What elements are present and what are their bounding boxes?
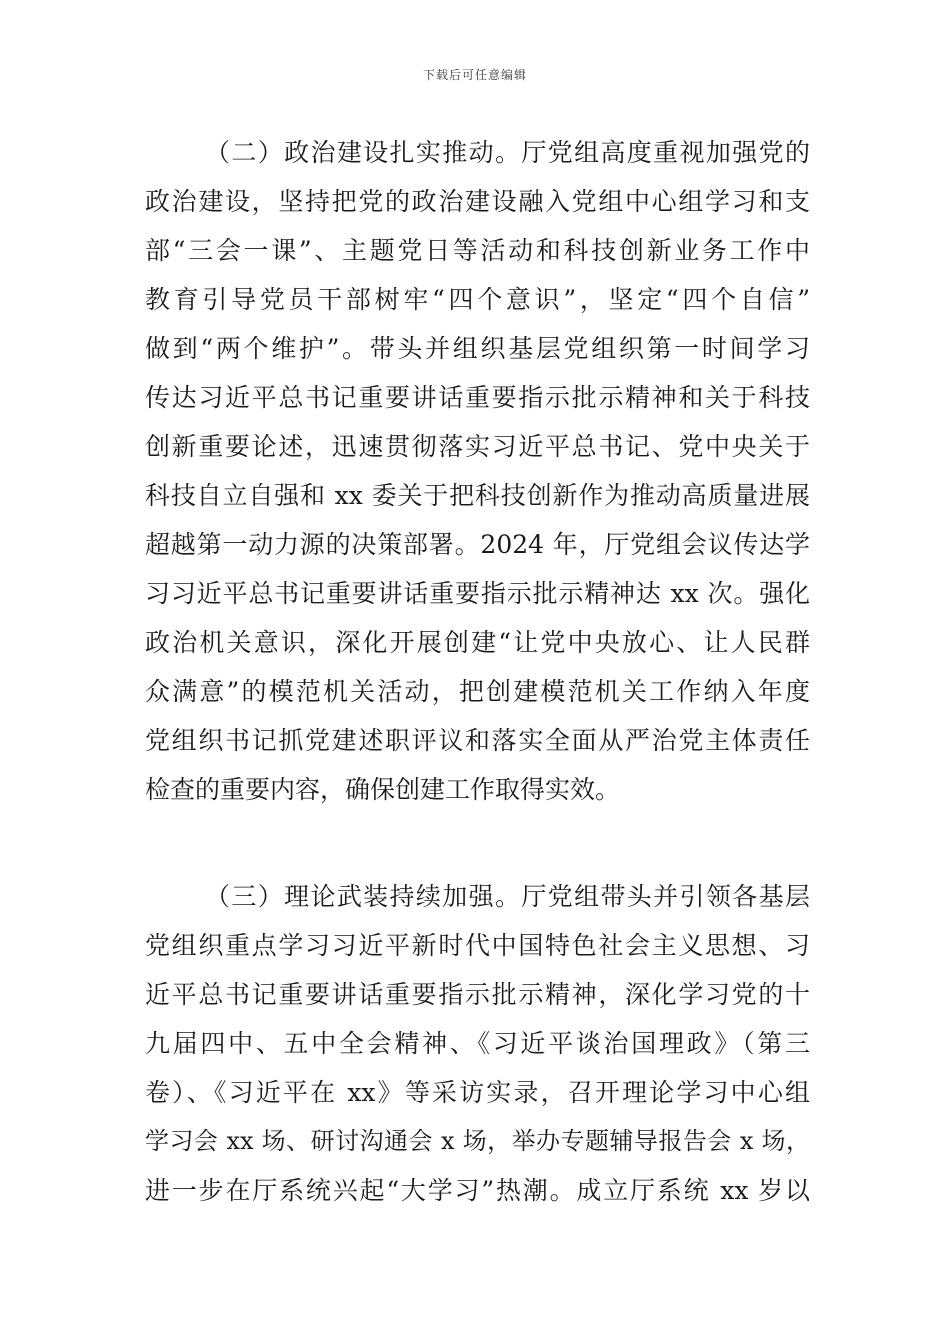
- paragraph-line: 众满意”的模范机关活动，把创建模范机关工作纳入年度: [145, 677, 810, 706]
- paragraph-line: 检查的重要内容，确保创建工作取得实效。: [145, 775, 621, 804]
- paragraph-line: 创新重要论述，迅速贯彻落实习近平总书记、党中央关于: [145, 432, 810, 461]
- paragraph-line: 部“三会一课”、主题党日等活动和科技创新业务工作中: [145, 236, 810, 265]
- paragraph-line: （三）理论武装持续加强。厅党组带头并引领各基层: [205, 882, 810, 911]
- paragraph-line: 政治建设，坚持把党的政治建设融入党组中心组学习和支: [145, 187, 810, 216]
- paragraph-line: 政治机关意识，深化开展创建“让党中央放心、让人民群: [145, 628, 810, 657]
- paragraph-line: 卷）、《习近平在 xx》等采访实录，召开理论学习中心组: [145, 1078, 810, 1107]
- paragraph-line: 近平总书记重要讲话重要指示批示精神，深化学习党的十: [145, 980, 810, 1009]
- paragraph-line: （二）政治建设扎实推动。厅党组高度重视加强党的: [205, 138, 810, 167]
- paragraph-line: 党组织书记抓党建述职评议和落实全面从严治党主体责任: [145, 726, 810, 755]
- page-header: 下载后可任意编辑: [422, 68, 527, 82]
- paragraph-line: 超越第一动力源的决策部署。2024 年，厅党组会议传达学: [145, 530, 810, 559]
- paragraph-political-construction: [145, 128, 810, 814]
- paragraph-line: 进一步在厅系统兴起“大学习”热潮。成立厅系统 xx 岁以: [145, 1176, 810, 1205]
- paragraph-line: 学习会 xx 场、研讨沟通会 x 场，举办专题辅导报告会 x 场，: [145, 1127, 810, 1155]
- paragraph-line: 传达习近平总书记重要讲话重要指示批示精神和关于科技: [145, 383, 810, 412]
- paragraph-line: 做到“两个维护”。带头并组织基层党组织第一时间学习: [145, 334, 810, 363]
- paragraph-line: 习习近平总书记重要讲话重要指示批示精神达 xx 次。强化: [145, 579, 810, 608]
- paragraph-line: 科技自立自强和 xx 委关于把科技创新作为推动高质量进展: [145, 481, 810, 510]
- paragraph-line: 党组织重点学习习近平新时代中国特色社会主义思想、习: [145, 931, 810, 960]
- paragraph-theoretical-armament: [145, 872, 810, 1215]
- paragraph-line: 教育引导党员干部树牢“四个意识”，坚定“四个自信”: [145, 285, 810, 314]
- paragraph-line: 九届四中、五中全会精神、《习近平谈治国理政》（第三: [145, 1029, 810, 1058]
